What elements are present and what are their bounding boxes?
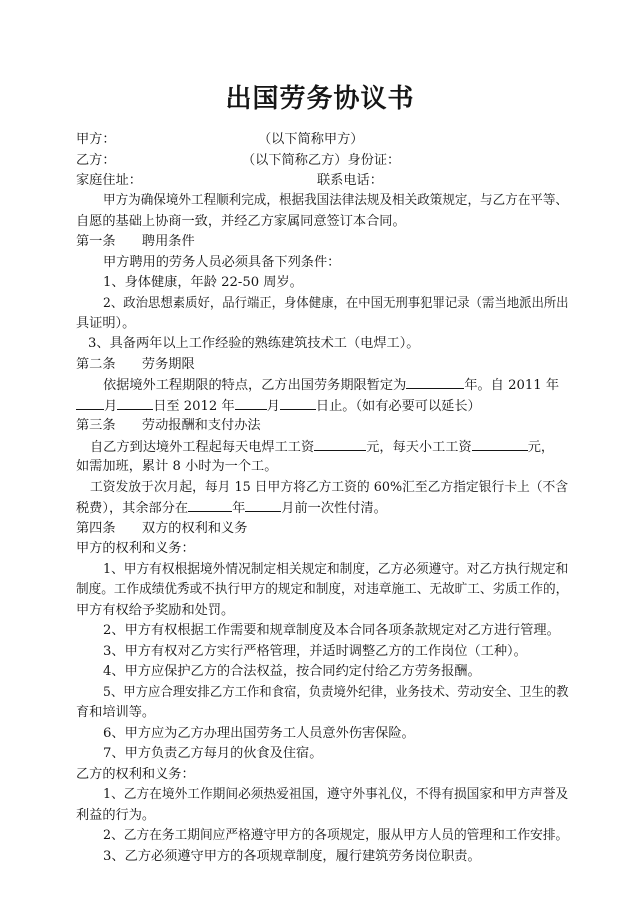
end-month-blank[interactable] <box>235 396 267 410</box>
party-b-label: 乙方： <box>76 153 116 168</box>
party-a-note: （以下简称甲方） <box>258 132 364 147</box>
term-years-blank[interactable] <box>406 375 464 389</box>
party-b-note: （以下简称乙方）身份证： <box>242 153 401 168</box>
end-day-blank[interactable] <box>280 396 316 410</box>
laborer-wage-blank[interactable] <box>472 437 528 451</box>
address-label: 家庭住址： <box>76 173 142 188</box>
welder-wage-blank[interactable] <box>314 437 366 451</box>
phone-label: 联系电话： <box>317 173 383 188</box>
start-day-blank[interactable] <box>117 396 153 410</box>
document-title: 出国劳务协议书 <box>225 84 415 114</box>
settle-month-blank[interactable] <box>245 498 281 512</box>
start-month-blank[interactable] <box>76 396 104 410</box>
party-a-label: 甲方： <box>76 132 116 147</box>
settle-year-blank[interactable] <box>188 498 232 512</box>
contract-document: 出国劳务协议书 甲方： （以下简称甲方） 乙方： （以下简称乙方）身份证： 家庭住址： 联系电话： 甲方为确保境外工程顺利完成，根据我国法律法规及相关政策规定，与乙方在平等、 自愿的基础上协商一致，并经乙方家属同意签订本合同。 第一条 聘用条件 甲方聘用的劳务人员必须具备下列条件： 1、身体健康，年龄 22-50 周岁。 2、政治思想素质好，品行端正，身体健康，在中国无刑事犯罪记录（需当地派出所出 具证明）。 3、具备两年以上工作经验的熟练建筑技术工（电焊工）。 第二条 劳务期限 依据境外工程期限的特点，乙方出国劳务期限暂定为 年。自 2011 年 月 日至 2012 年 月 日止。（如有必要可以延长） 第三条 劳动报酬和支付办法 自乙方到达境外工程起每天电焊工工资 元，每天小工工资 元， 如需加班，累计 8 小时为一个工。 工资发放于次月起，每月 15 日甲方将乙方工资的 60%汇至乙方指定银行卡上（不含 税费），其余部分在 年 月前一次性付清。 第四条 双方的权利和义务 甲方的权利和义务： 1、甲方有权根据境外情况制定相关规定和制度，乙方必须遵守。对乙方执行规定和 制度。工作成绩优秀或不执行甲方的规定和制度，对违章施工、无故旷工、劣质工作的， 甲方有权给予奖励和处罚。 2、甲方有权根据工作需要和规章制度及本合同各项条款规定对乙方进行管理。 3、甲方有权对乙方实行严格管理，并适时调整乙方的工作岗位（工种）。 4、甲方应保护乙方的合法权益，按合同约定付给乙方劳务报酬。 5、甲方应合理安排乙方工作和食宿，负责境外纪律，业务技术、劳动安全、卫生的教 育和培训等。 6、甲方应为乙方办理出国劳务工人员意外伤害保险。 7、甲方负责乙方每月的伙食及住宿。 乙方的权利和义务： 1、乙方在境外工作期间必须热爱祖国，遵守外事礼仪，不得有损国家和甲方声誉及 利益的行为。 2、乙方在务工期间应严格遵守甲方的各项规定，服从甲方人员的管理和工作安排。 3、乙方必须遵守甲方的各项规章制度，履行建筑劳务岗位职责。 <box>0 0 640 905</box>
